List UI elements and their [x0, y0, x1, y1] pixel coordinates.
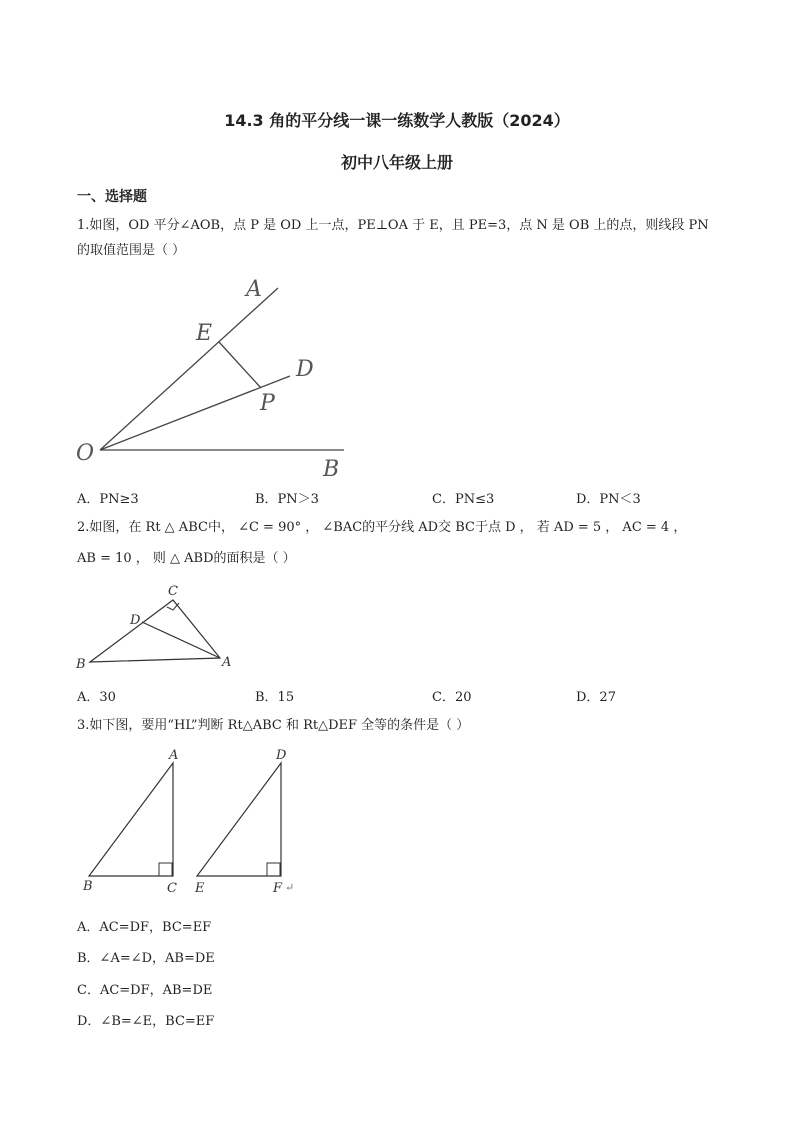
label-f: F	[273, 881, 283, 896]
figure-two-right-triangles	[75, 745, 305, 900]
segment-ad	[142, 622, 220, 658]
q3-option-c: C．AC=DF，AB=DE	[77, 983, 213, 998]
label-a: A	[222, 655, 232, 670]
label-b: B	[83, 879, 93, 894]
q1-option-d: D．PN＜3	[576, 492, 641, 507]
question-1-line-2: 的取值范围是（ ）	[77, 243, 186, 258]
q3-option-d: D．∠B=∠E，BC=EF	[77, 1014, 215, 1029]
label-b: B	[76, 657, 86, 672]
triangle-abc	[90, 600, 220, 662]
right-angle-mark-f	[267, 863, 280, 876]
q2-option-c: C．20	[432, 690, 472, 705]
question-2	[77, 512, 727, 574]
q1-option-a: A．PN≥3	[77, 492, 139, 507]
figure-angle-bisector	[70, 270, 360, 485]
segment-pe	[219, 342, 261, 388]
document-subtitle: 初中八年级上册	[340, 153, 453, 172]
question-1-line-1: 1.如图，OD 平分∠AOB，点 P 是 OD 上一点，PE⊥OA 于 E，且 PE=3，点 N 是 OB 上的点，则线段 PN	[77, 218, 709, 233]
q1-option-b: B．PN＞3	[255, 492, 319, 507]
q2-option-d: D．27	[576, 690, 616, 705]
label-o: O	[76, 441, 95, 466]
right-angle-mark-c	[159, 863, 172, 876]
section-heading: 一、选择题	[77, 189, 147, 205]
q3-option-b: B．∠A=∠D，AB=DE	[77, 951, 215, 966]
label-d: D	[296, 357, 314, 382]
q2-option-a: A．30	[77, 690, 116, 705]
label-p: P	[260, 391, 275, 416]
label-c: C	[167, 881, 177, 896]
label-d: D	[130, 613, 141, 628]
q3-option-a: A．AC=DF，BC=EF	[77, 920, 212, 935]
label-b: B	[323, 457, 340, 482]
triangle-def	[197, 763, 281, 876]
q2-option-b: B．15	[255, 690, 295, 705]
question-3: 3.如下图，要用“HL”判断 Rt△ABC 和 Rt△DEF 全等的条件是（ ）	[77, 718, 470, 733]
triangle-abc	[89, 763, 173, 876]
label-a: A	[246, 277, 262, 302]
question-1	[77, 210, 727, 266]
document-title: 14.3 角的平分线一课一练数学人教版（2024）	[224, 111, 570, 130]
ray-oa	[100, 288, 278, 450]
question-2-line-2: AB = 10 ， 则 △ ABD的面积是（ ）	[77, 551, 296, 566]
label-d: D	[276, 748, 287, 763]
label-e: E	[196, 321, 213, 346]
label-e: E	[195, 881, 205, 896]
label-c: C	[168, 584, 178, 599]
label-a: A	[169, 748, 179, 763]
right-angle-mark-c	[167, 603, 179, 610]
return-mark: ↵	[285, 881, 295, 894]
question-2-line-1: 2.如图，在 Rt △ ABC中， ∠C = 90° ， ∠BAC的平分线 AD交 BC于点 D ， 若 AD = 5 ， AC = 4 ，	[77, 520, 687, 535]
figure-right-triangle-abd	[70, 580, 240, 675]
q1-option-c: C．PN≤3	[432, 492, 495, 507]
